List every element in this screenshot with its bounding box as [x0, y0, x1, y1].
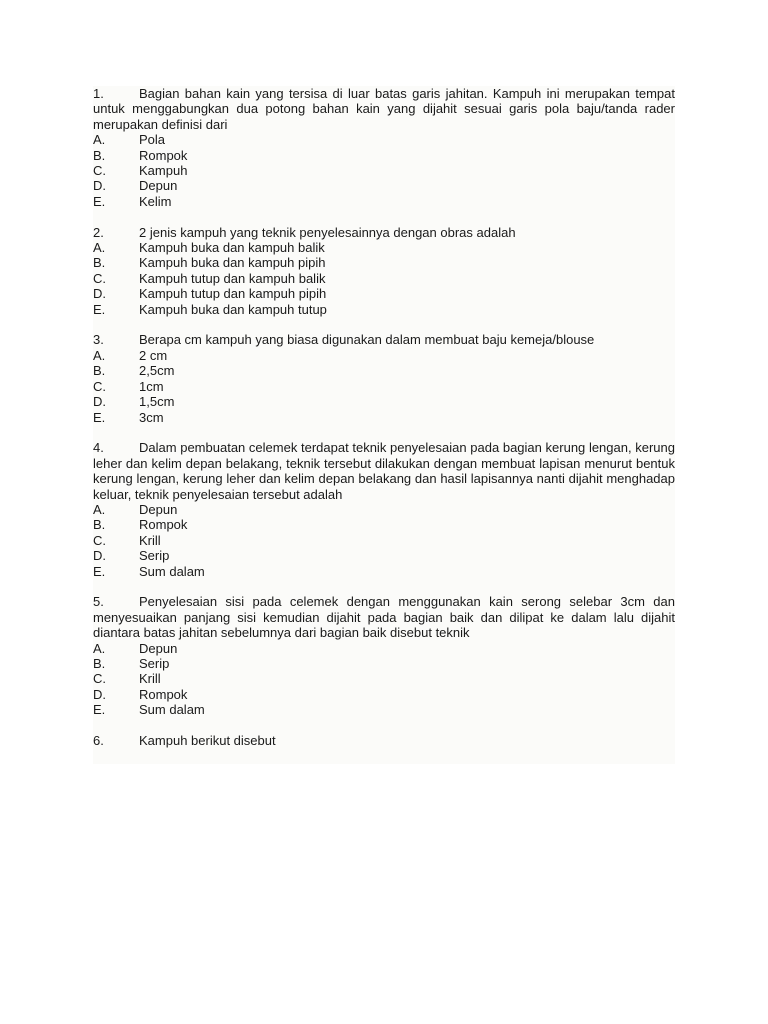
- option-letter: E.: [93, 563, 106, 579]
- option-text: Kampuh tutup dan kampuh balik: [139, 270, 326, 286]
- question-3: [93, 332, 675, 424]
- answer-option: [93, 302, 675, 317]
- question-text: Berapa cm kampuh yang biasa digunakan dalam membuat baju kemeja/blouse: [139, 332, 595, 348]
- option-text: Kampuh tutup dan kampuh pipih: [139, 286, 327, 302]
- option-letter: C.: [93, 532, 106, 548]
- answer-option: [93, 286, 675, 301]
- answer-option: [93, 687, 675, 702]
- option-letter: C.: [93, 671, 106, 687]
- option-text: Sum dalam: [139, 702, 205, 718]
- answer-option: [93, 564, 675, 579]
- question-stem: [93, 332, 675, 347]
- option-letter: C.: [93, 378, 106, 394]
- answer-option: [93, 702, 675, 717]
- option-letter: E.: [93, 301, 106, 317]
- option-letter: E.: [93, 193, 106, 209]
- option-text: 3cm: [139, 409, 164, 425]
- answer-option: [93, 517, 675, 532]
- answer-option: [93, 502, 675, 517]
- question-6: [93, 733, 675, 748]
- option-text: Depun: [139, 178, 178, 194]
- option-letter: C.: [93, 270, 106, 286]
- option-letter: A.: [93, 347, 106, 363]
- option-text: Krill: [139, 671, 161, 687]
- question-text: Penyelesaian sisi pada celemek dengan menggunakan kain serong selebar 3cm dan menyesuaikan panjang sisi kemudian dijahit pada bagian baik dan dilipat ke dalam lalu dijahit diantara batas jahitan sebelumnya dari bagian baik disebut teknik: [93, 594, 675, 641]
- option-text: Kampuh buka dan kampuh pipih: [139, 255, 326, 271]
- option-letter: B.: [93, 517, 106, 533]
- option-text: Sum dalam: [139, 563, 205, 579]
- question-text: 2 jenis kampuh yang teknik penyelesainnya dengan obras adalah: [139, 224, 516, 240]
- answer-option: [93, 348, 675, 363]
- option-text: Rompok: [139, 686, 188, 702]
- question-text: Dalam pembuatan celemek terdapat teknik penyelesaian pada bagian kerung lengan, kerung leher dan kelim depan belakang, teknik tersebut dilakukan dengan membuat lapisan menurut bentuk kerung lengan, kerung leher dan kelim depan belakang dan hasil lapisannya nanti dijahit menghadap keluar, teknik penyelesaian tersebut adalah: [93, 440, 675, 502]
- question-number: 2.: [93, 224, 104, 240]
- question-number: 5.: [93, 594, 104, 610]
- question-text: Kampuh berikut disebut: [139, 732, 276, 748]
- option-text: Pola: [139, 132, 166, 148]
- question-number: 3.: [93, 332, 104, 348]
- question-5: [93, 594, 675, 717]
- option-letter: D.: [93, 394, 106, 410]
- question-number: 1.: [93, 86, 104, 101]
- option-text: Kampuh buka dan kampuh tutup: [139, 301, 327, 317]
- answer-option: [93, 178, 675, 193]
- answer-option: [93, 410, 675, 425]
- answer-option: [93, 132, 675, 147]
- option-text: Depun: [139, 640, 178, 656]
- answer-option: [93, 163, 675, 178]
- option-letter: A.: [93, 501, 106, 517]
- question-stem: [93, 733, 675, 748]
- option-letter: A.: [93, 640, 106, 656]
- option-letter: B.: [93, 655, 106, 671]
- option-text: Rompok: [139, 517, 188, 533]
- question-2: [93, 225, 675, 317]
- question-stem: [93, 225, 675, 240]
- question-stem: [93, 440, 675, 502]
- answer-option: [93, 363, 675, 378]
- answer-option: [93, 194, 675, 209]
- answer-option: [93, 271, 675, 286]
- option-text: 1,5cm: [139, 394, 175, 410]
- option-text: 2 cm: [139, 347, 168, 363]
- option-text: 2,5cm: [139, 363, 175, 379]
- option-letter: D.: [93, 548, 106, 564]
- answer-option: [93, 148, 675, 163]
- option-text: Depun: [139, 501, 178, 517]
- answer-option: [93, 379, 675, 394]
- question-1: [93, 86, 675, 209]
- option-letter: D.: [93, 286, 106, 302]
- option-letter: B.: [93, 363, 106, 379]
- question-stem: [93, 86, 675, 132]
- option-text: Rompok: [139, 147, 188, 163]
- option-text: Kampuh buka dan kampuh balik: [139, 240, 325, 256]
- question-text: Bagian bahan kain yang tersisa di luar batas garis jahitan. Kampuh ini merupakan tempat untuk menggabungkan dua potong bahan kain yang dijahit sesuai garis pola baju/tanda rader merupakan definisi dari: [93, 86, 675, 132]
- answer-option: [93, 548, 675, 563]
- question-number: 6.: [93, 732, 104, 748]
- option-letter: E.: [93, 702, 106, 718]
- option-letter: A.: [93, 132, 106, 148]
- option-text: Kampuh: [139, 163, 188, 179]
- option-letter: B.: [93, 147, 106, 163]
- option-letter: D.: [93, 178, 106, 194]
- answer-option: [93, 240, 675, 255]
- option-letter: E.: [93, 409, 106, 425]
- answer-option: [93, 394, 675, 409]
- option-letter: C.: [93, 163, 106, 179]
- answer-option: [93, 656, 675, 671]
- option-letter: B.: [93, 255, 106, 271]
- option-text: Serip: [139, 548, 170, 564]
- option-text: Krill: [139, 532, 161, 548]
- option-letter: D.: [93, 686, 106, 702]
- document-page: [93, 86, 675, 764]
- question-stem: [93, 594, 675, 640]
- question-number: 4.: [93, 440, 104, 456]
- question-4: [93, 440, 675, 579]
- answer-option: [93, 671, 675, 686]
- answer-option: [93, 255, 675, 270]
- answer-option: [93, 533, 675, 548]
- option-text: 1cm: [139, 378, 164, 394]
- answer-option: [93, 641, 675, 656]
- option-text: Serip: [139, 655, 170, 671]
- option-letter: A.: [93, 240, 106, 256]
- option-text: Kelim: [139, 193, 172, 209]
